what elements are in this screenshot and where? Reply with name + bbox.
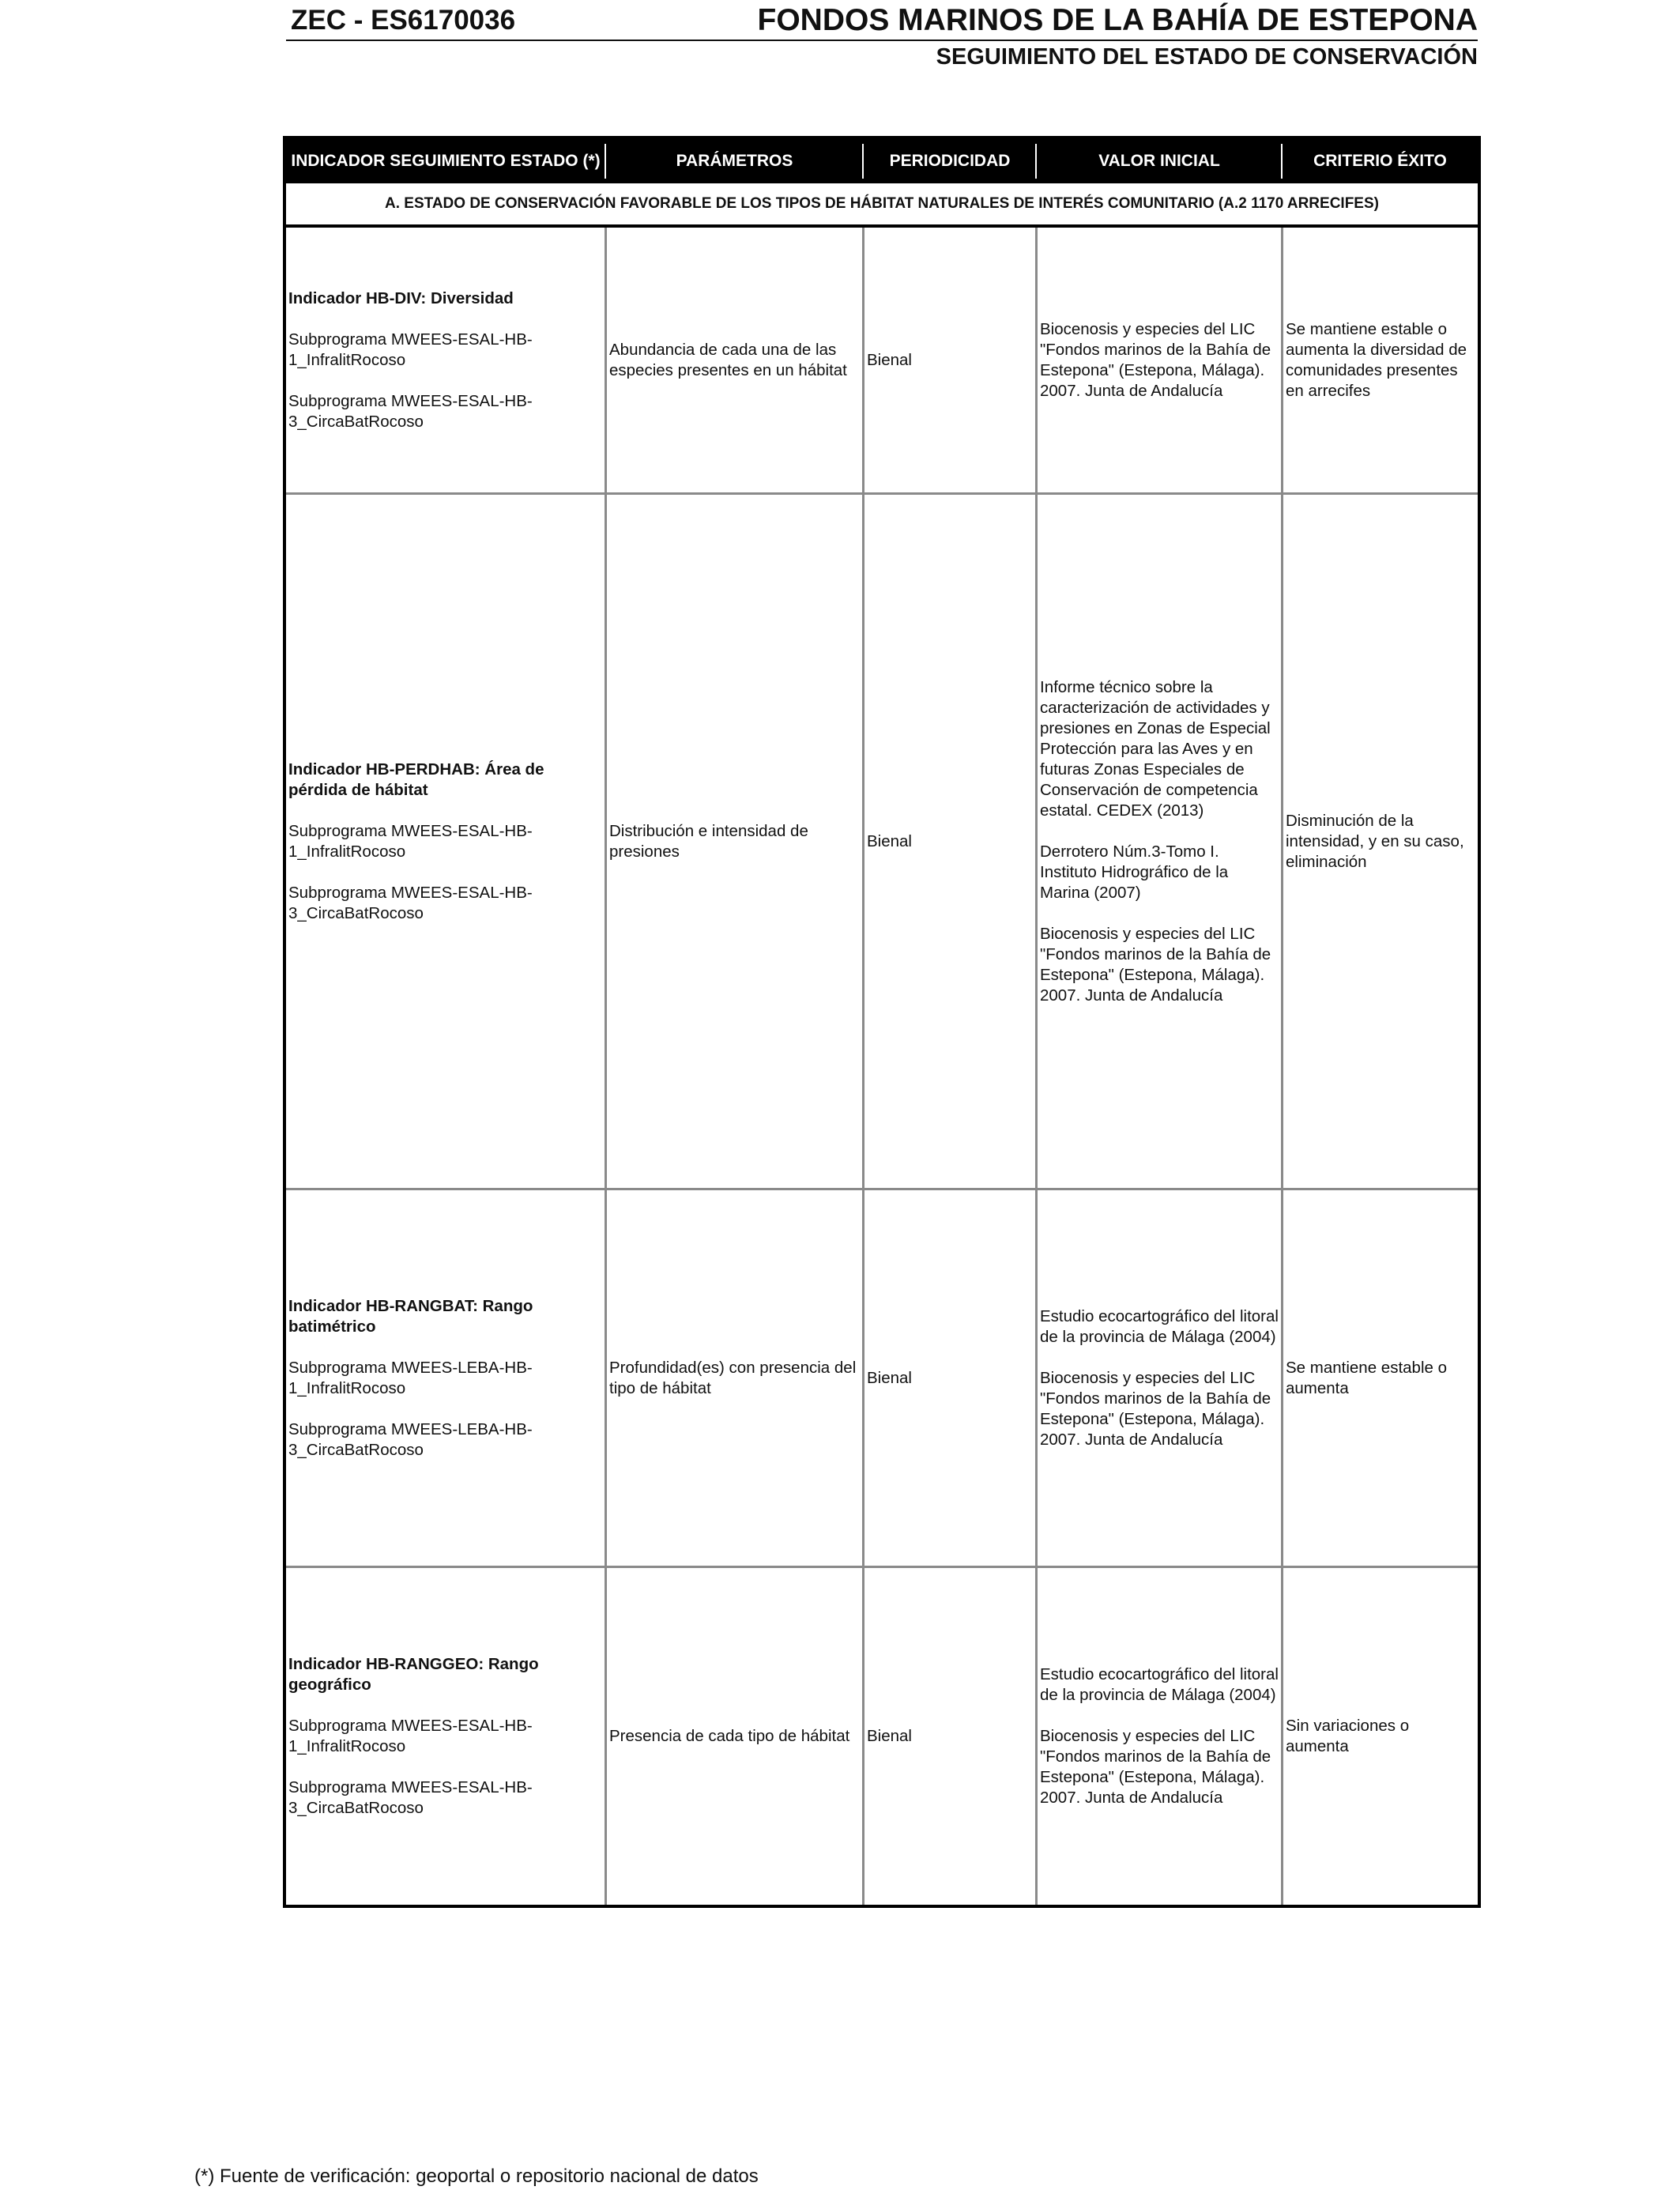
table-row [286,228,1478,495]
initial-value-text: Biocenosis y especies del LIC "Fondos marinos de la Bahía de Estepona" (Estepona, Málaga). 2007. Junta de Andalucía [1040,1727,1271,1807]
periodicity-cell [864,1190,1035,1566]
parameter-text: Distribución e intensidad de presiones [609,821,808,861]
periodicity-cell [864,495,1035,1188]
zec-code: ZEC - ES6170036 [291,5,516,36]
indicator-cell [286,1568,605,1905]
column-divider [1281,228,1283,1905]
subprogram-label: Subprograma MWEES-ESAL-HB-1_InfralitRocoso [288,1717,533,1755]
initial-value-text: Informe técnico sobre la caracterización de actividades y presiones en Zonas de Especial Protección para las Aves y en futuras Zonas Especiales de Conservación de competencia estatal. CEDEX (2013) [1040,677,1271,820]
initial-value-text: Biocenosis y especies del LIC "Fondos marinos de la Bahía de Estepona" (Estepona, Málaga). 2007. Junta de Andalucía [1040,1368,1271,1449]
parameter-cell [607,495,862,1188]
periodicity-cell [864,228,1035,492]
site-title: FONDOS MARINOS DE LA BAHÍA DE ESTEPONA [757,3,1478,37]
indicator-cell [286,495,605,1188]
initial-value-text: Estudio ecocartográfico del litoral de la provincia de Málaga (2004) [1040,1665,1279,1704]
indicator-cell [286,228,605,492]
success-criterion-cell [1283,1190,1478,1566]
parameter-text: Presencia de cada tipo de hábitat [609,1727,850,1745]
subprogram-label: Subprograma MWEES-LEBA-HB-1_InfralitRocoso [288,1358,533,1397]
parameter-text: Profundidad(es) con presencia del tipo de hábitat [609,1358,857,1397]
column-divider [605,228,607,1905]
success-criterion-cell [1283,228,1478,492]
initial-value-cell [1038,1190,1281,1566]
success-criterion-cell [1283,495,1478,1188]
parameter-cell [607,1190,862,1566]
column-divider [862,228,864,1905]
table-body [286,228,1478,1905]
initial-value-cell [1038,228,1281,492]
subprogram-label: Subprograma MWEES-LEBA-HB-3_CircaBatRocoso [288,1419,533,1459]
indicator-title: Indicador HB-RANGGEO: Rango geográfico [288,1655,539,1694]
document-header [286,0,1478,95]
periodicity-cell [864,1568,1035,1905]
subprogram-label: Subprograma MWEES-ESAL-HB-3_CircaBatRocoso [288,1778,533,1817]
periodicity-text: Bienal [867,350,912,369]
column-divider [1035,228,1038,1905]
header-rule [286,40,1478,41]
success-criterion-cell [1283,1568,1478,1905]
indicator-title: Indicador HB-RANGBAT: Rango batimétrico [288,1296,533,1336]
subprogram-label: Subprograma MWEES-ESAL-HB-1_InfralitRocoso [288,821,533,861]
periodicity-text: Bienal [867,1368,912,1387]
table-row [286,1190,1478,1568]
parameter-text: Abundancia de cada una de las especies presentes en un hábitat [609,340,847,379]
subprogram-label: Subprograma MWEES-ESAL-HB-3_CircaBatRocoso [288,883,533,922]
initial-value-text: Derrotero Núm.3-Tomo I. Instituto Hidrográfico de la Marina (2007) [1040,842,1229,902]
periodicity-text: Bienal [867,1727,912,1745]
column-header-initial-value: VALOR INICIAL [1098,152,1220,170]
indicator-title: Indicador HB-DIV: Diversidad [288,288,514,307]
column-header-indicator: INDICADOR SEGUIMIENTO ESTADO (*) [291,152,601,170]
column-header-parameters: PARÁMETROS [676,152,793,170]
table-row [286,1568,1478,1905]
column-header-periodicity: PERIODICIDAD [889,152,1011,170]
section-subtitle: SEGUIMIENTO DEL ESTADO DE CONSERVACIÓN [936,44,1478,70]
parameter-cell [607,1568,862,1905]
periodicity-text: Bienal [867,831,912,850]
parameter-cell [607,228,862,492]
success-criterion-text: Sin variaciones o aumenta [1286,1717,1410,1755]
table-row [286,495,1478,1190]
section-title-row: A. ESTADO DE CONSERVACIÓN FAVORABLE DE LOS TIPOS DE HÁBITAT NATURALES DE INTERÉS COMUNITARIO (A.2 1170 ARRECIFES) [286,183,1478,228]
subprogram-label: Subprograma MWEES-ESAL-HB-1_InfralitRocoso [288,330,533,369]
initial-value-text: Biocenosis y especies del LIC "Fondos marinos de la Bahía de Estepona" (Estepona, Málaga). 2007. Junta de Andalucía [1040,924,1271,1005]
success-criterion-text: Se mantiene estable o aumenta la diversidad de comunidades presentes en arrecifes [1286,319,1467,400]
success-criterion-text: Disminución de la intensidad, y en su caso, eliminación [1286,811,1464,871]
initial-value-text: Biocenosis y especies del LIC "Fondos marinos de la Bahía de Estepona" (Estepona, Málaga). 2007. Junta de Andalucía [1040,319,1271,400]
success-criterion-text: Se mantiene estable o aumenta [1286,1358,1447,1397]
indicator-title: Indicador HB-PERDHAB: Área de pérdida de hábitat [288,760,544,799]
initial-value-text: Estudio ecocartográfico del litoral de la provincia de Málaga (2004) [1040,1306,1279,1346]
subprogram-label: Subprograma MWEES-ESAL-HB-3_CircaBatRocoso [288,391,533,431]
initial-value-cell [1038,495,1281,1188]
indicator-cell [286,1190,605,1566]
footnote: (*) Fuente de verificación: geoportal o repositorio nacional de datos [194,2166,759,2187]
monitoring-table [283,136,1481,1908]
table-header-row [286,139,1478,183]
column-header-success-criterion: CRITERIO ÉXITO [1313,152,1447,170]
initial-value-cell [1038,1568,1281,1905]
